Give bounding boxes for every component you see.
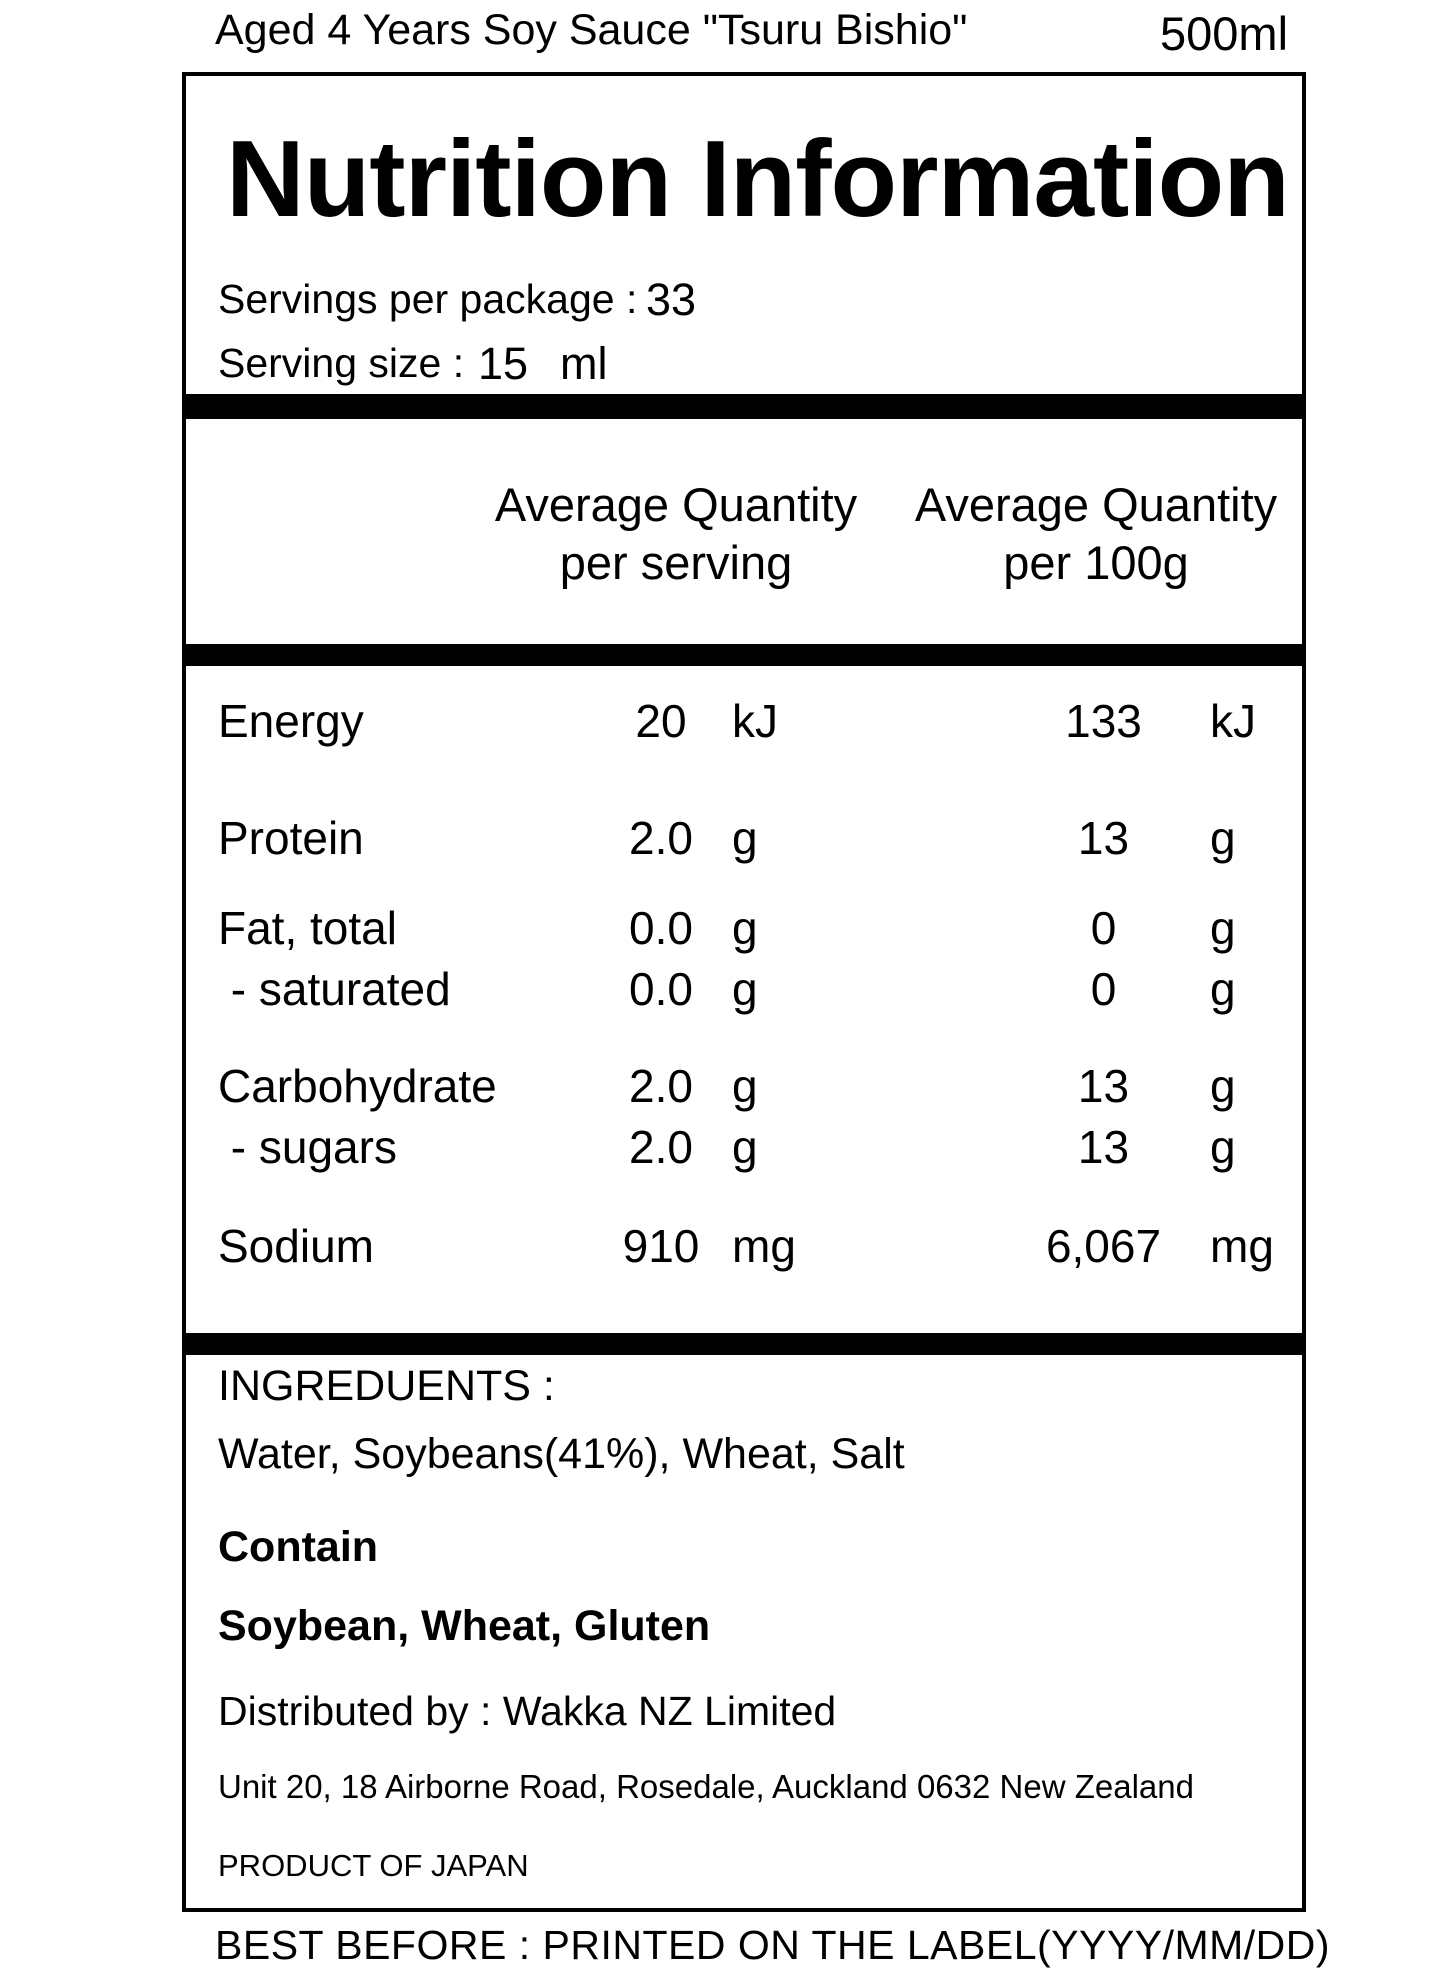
serving-size-value: 15 [478, 338, 529, 389]
nutrient-per-100g-value: 13 [1077, 812, 1130, 864]
nutrient-per-100g-value: 0 [1090, 902, 1117, 954]
nutrient-row-saturated [186, 962, 1302, 1022]
nutrient-per-serving-unit: mg [732, 1220, 796, 1272]
nutrient-row-sugars [186, 1120, 1302, 1180]
nutrient-row-energy [186, 694, 1302, 754]
nutrient-per-100g-value: 13 [1077, 1121, 1130, 1173]
nutrient-per-100g-value: 6,067 [1045, 1220, 1162, 1272]
nutrient-name: Carbohydrate [218, 1060, 497, 1112]
ingredients-list: Water, Soybeans(41%), Wheat, Salt [218, 1430, 905, 1478]
column-header-line: per 100g [1003, 536, 1189, 589]
serving-size-label: Serving size : [218, 340, 465, 386]
nutrient-per-100g-unit: g [1210, 812, 1236, 864]
nutrient-per-100g-unit: kJ [1210, 695, 1256, 747]
serving-size-unit: ml [560, 338, 608, 389]
nutrient-name: - saturated [218, 963, 451, 1015]
nutrient-per-serving-unit: g [732, 1121, 758, 1173]
nutrient-row-fat-total [186, 901, 1302, 961]
column-header-per-100g [896, 476, 1296, 592]
nutrient-per-serving-value: 0.0 [629, 902, 693, 954]
divider-thick [186, 394, 1302, 419]
ingredients-heading: INGREDUENTS : [218, 1362, 555, 1410]
product-volume: 500ml [1160, 7, 1289, 60]
nutrient-per-serving-value: 2.0 [629, 812, 693, 864]
nutrient-name: Protein [218, 812, 364, 864]
distributor-address: Unit 20, 18 Airborne Road, Rosedale, Auckland 0632 New Zealand [218, 1768, 1194, 1805]
nutrient-per-100g-unit: g [1210, 1060, 1236, 1112]
divider-thick [186, 644, 1302, 666]
nutrient-name: Fat, total [218, 902, 397, 954]
nutrient-per-100g-value: 133 [1065, 695, 1142, 747]
nutrient-name: - sugars [218, 1121, 397, 1173]
nutrient-per-serving-value: 20 [635, 695, 687, 747]
nutrient-per-serving-unit: g [732, 1060, 758, 1112]
nutrient-per-serving-unit: kJ [732, 695, 778, 747]
allergen-list: Soybean, Wheat, Gluten [218, 1602, 711, 1650]
product-name: Aged 4 Years Soy Sauce "Tsuru Bishio" [215, 6, 968, 54]
servings-per-package-value: 33 [646, 274, 697, 325]
nutrient-per-serving-value: 2.0 [629, 1060, 693, 1112]
nutrient-per-100g-value: 13 [1077, 1060, 1130, 1112]
country-of-origin: PRODUCT OF JAPAN [218, 1848, 529, 1883]
nutrient-per-100g-value: 0 [1090, 963, 1117, 1015]
nutrient-per-serving-value: 0.0 [629, 963, 693, 1015]
nutrient-per-serving-unit: g [732, 812, 758, 864]
nutrient-per-100g-unit: g [1210, 902, 1236, 954]
nutrient-row-carbohydrate [186, 1059, 1302, 1119]
nutrient-row-sodium [186, 1219, 1302, 1279]
nutrient-per-100g-unit: mg [1210, 1220, 1274, 1272]
nutrient-per-serving-unit: g [732, 963, 758, 1015]
column-header-line: Average Quantity [494, 478, 858, 531]
nutrient-per-serving-value: 910 [622, 1220, 700, 1272]
distributor: Distributed by : Wakka NZ Limited [218, 1688, 837, 1734]
column-header-per-serving [486, 476, 866, 592]
nutrient-row-protein [186, 811, 1302, 871]
servings-per-package-label: Servings per package : [218, 276, 638, 322]
best-before-note: BEST BEFORE : PRINTED ON THE LABEL(YYYY/MM/DD) [215, 1922, 1331, 1968]
nutrient-per-100g-unit: g [1210, 1121, 1236, 1173]
nutrient-name: Energy [218, 695, 364, 747]
nutrient-per-serving-unit: g [732, 902, 758, 954]
divider-thick [186, 1333, 1302, 1355]
panel-title: Nutrition Information [226, 118, 1289, 240]
nutrition-panel [182, 72, 1306, 1912]
nutrient-name: Sodium [218, 1220, 374, 1272]
nutrient-per-100g-unit: g [1210, 963, 1236, 1015]
nutrient-per-serving-value: 2.0 [629, 1121, 693, 1173]
column-header-line: per serving [559, 536, 793, 589]
allergen-heading: Contain [218, 1523, 379, 1571]
column-header-line: Average Quantity [914, 478, 1278, 531]
